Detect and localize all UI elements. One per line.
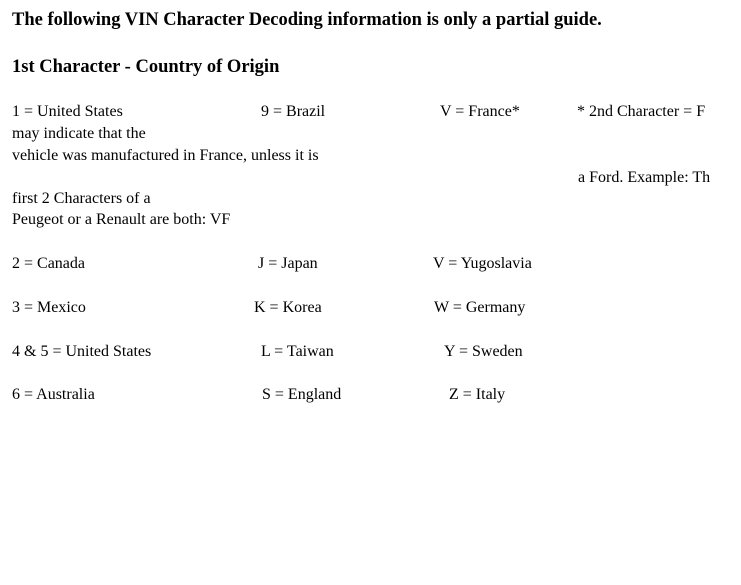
code-2-canada: 2 = Canada bbox=[12, 255, 85, 272]
footnote-start: * 2nd Character = F bbox=[577, 103, 706, 120]
page-title: The following VIN Character Decoding information is only a partial guide. bbox=[12, 10, 602, 30]
code-3-mexico: 3 = Mexico bbox=[12, 299, 86, 316]
code-l-taiwan: L = Taiwan bbox=[261, 343, 334, 360]
code-v-france: V = France* bbox=[440, 103, 520, 120]
footnote-line-5: Peugeot or a Renault are both: VF bbox=[12, 211, 231, 228]
code-y-sweden: Y = Sweden bbox=[444, 343, 523, 360]
code-6-australia: 6 = Australia bbox=[12, 386, 95, 403]
code-4-5-united-states: 4 & 5 = United States bbox=[12, 343, 152, 360]
code-9-brazil: 9 = Brazil bbox=[261, 103, 326, 120]
code-j-japan: J = Japan bbox=[258, 255, 318, 272]
code-v-yugoslavia: V = Yugoslavia bbox=[433, 255, 532, 272]
section-heading: 1st Character - Country of Origin bbox=[12, 57, 280, 77]
footnote-line-1: may indicate that the bbox=[12, 125, 146, 142]
code-k-korea: K = Korea bbox=[254, 299, 322, 316]
footnote-line-3: a Ford. Example: Th bbox=[578, 169, 711, 186]
code-s-england: S = England bbox=[262, 386, 342, 403]
footnote-line-4: first 2 Characters of a bbox=[12, 190, 151, 207]
code-w-germany: W = Germany bbox=[434, 299, 526, 316]
footnote-line-2: vehicle was manufactured in France, unless it is bbox=[12, 147, 319, 164]
code-1-united-states: 1 = United States bbox=[12, 103, 123, 120]
code-z-italy: Z = Italy bbox=[449, 386, 506, 403]
